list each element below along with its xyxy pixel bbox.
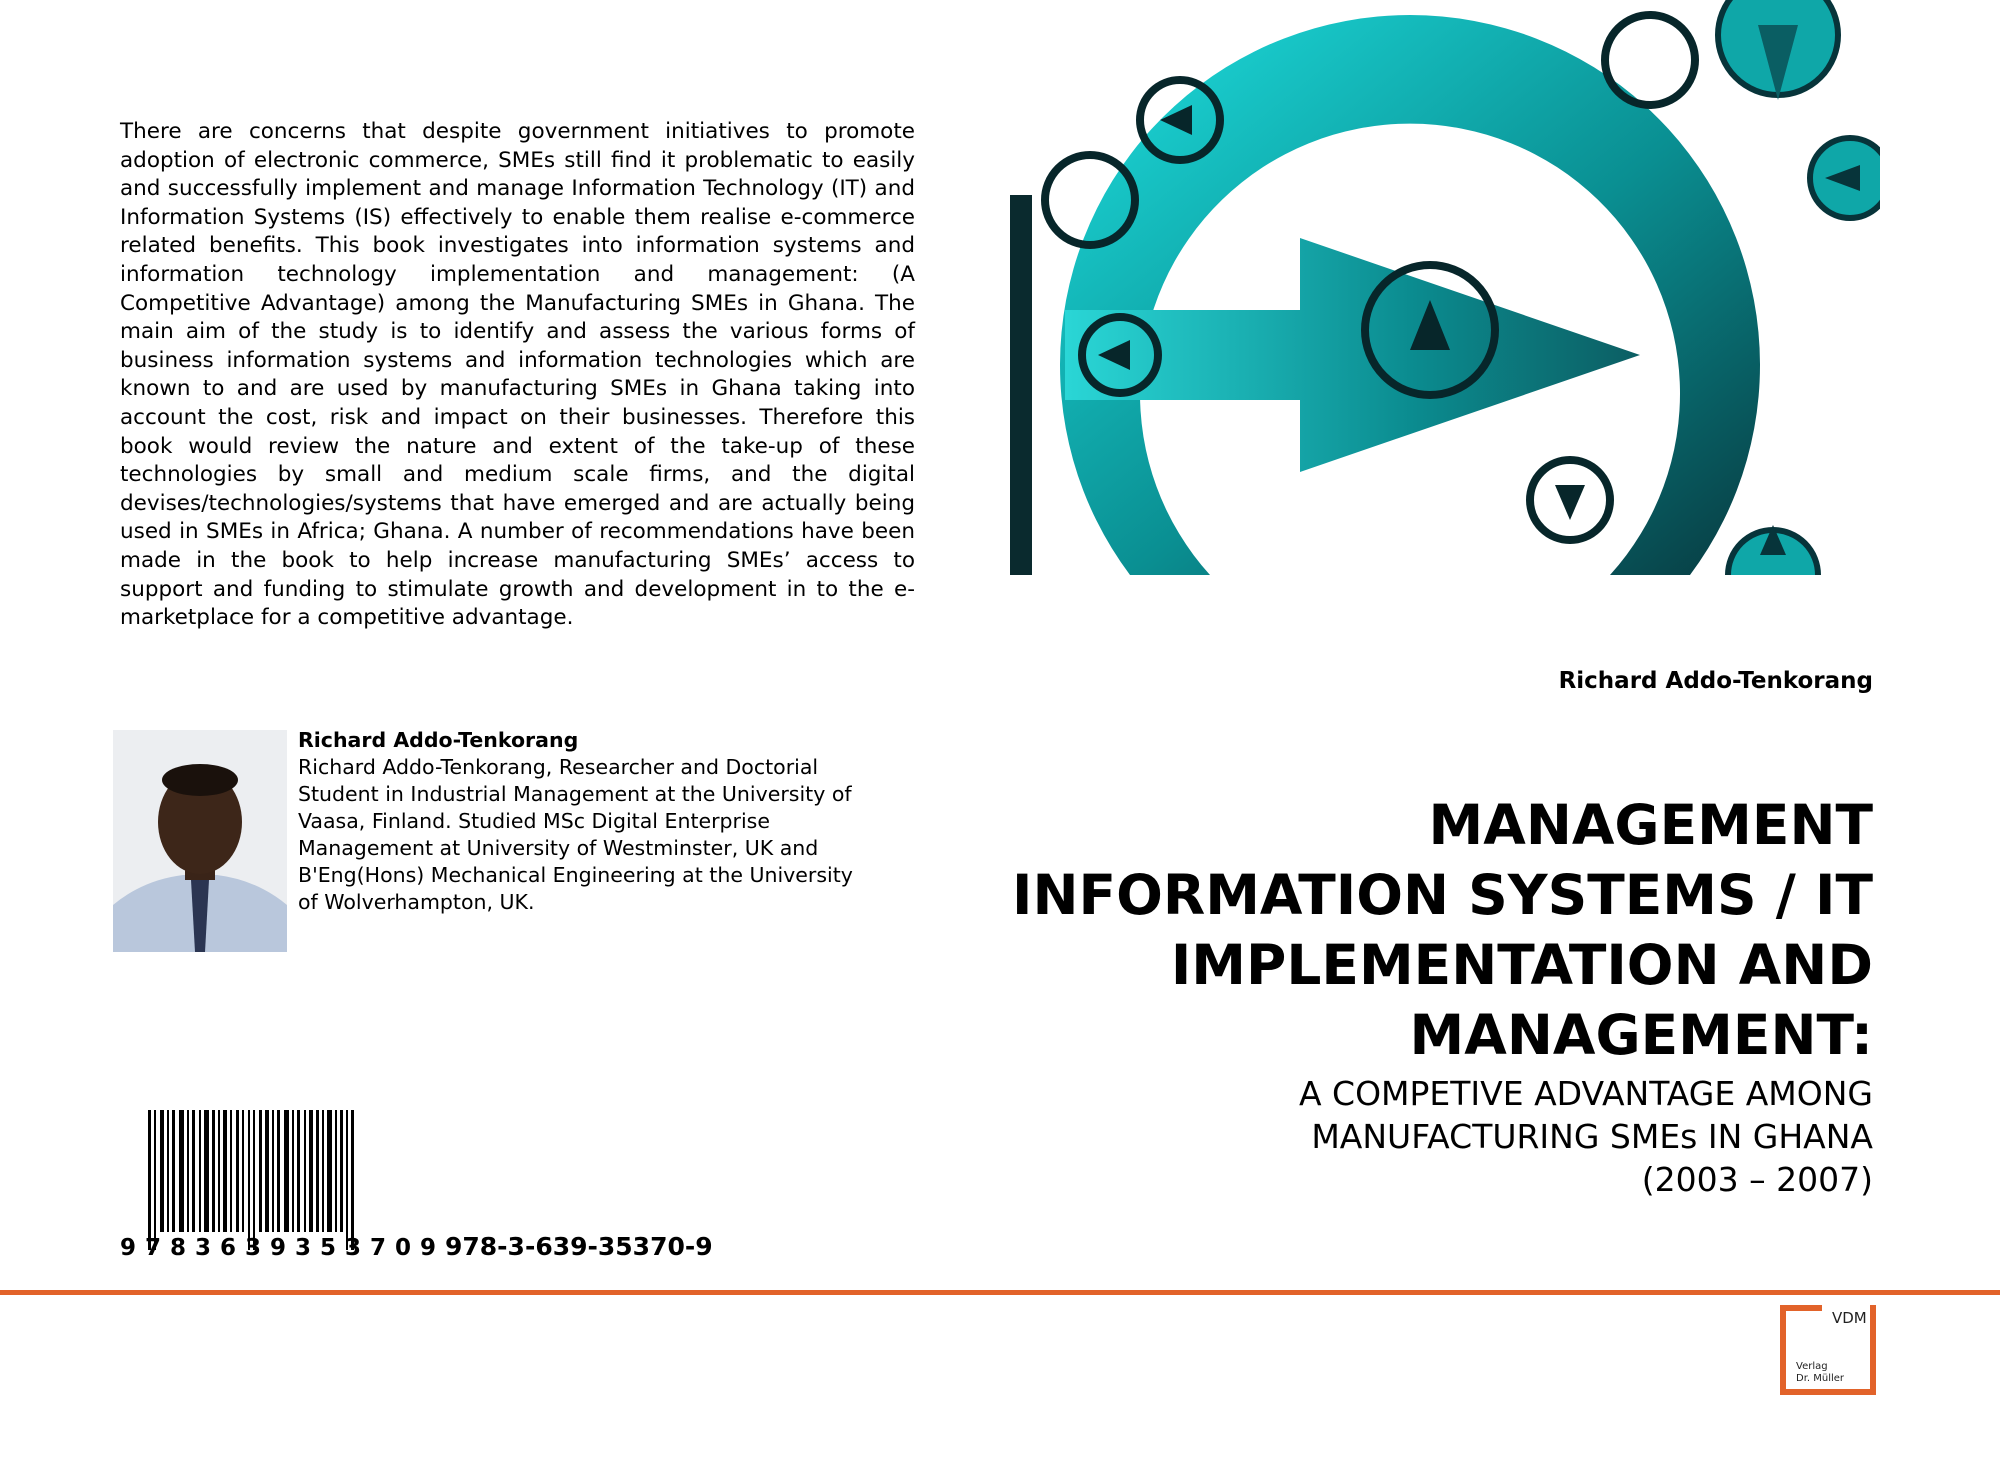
book-blurb: There are concerns that despite government initiatives to promote adoption of electronic commerce, SMEs still find it problematic to easily and successfully implement and manage Information Technology (IT) and Information Systems (IS) effectively to enable them realise e-commerce related benefits. This book investigates into information systems and information technology implementation and management: (A Competitive Advantage) among the Manufacturing SMEs in Ghana. The main aim of the study is to identify and assess the various forms of business information systems and information technologies which are known to and are used by manufacturing SMEs in Ghana taking into account the cost, risk and impact on their businesses. Therefore this book would review the nature and extent of the take-up of these technologies by small and medium scale firms, and the digital devises/technologies/systems that have emerged and are actually being used in SMEs in Africa; Ghana. A number of recommendations have been made in the book to help increase manufacturing SMEs’ access to support and funding to stimulate growth and development in to the e-marketplace for a competitive advantage. — [120, 119, 915, 631]
book-subtitle — [1113, 1072, 1873, 1201]
publisher-logo — [1780, 1305, 1876, 1401]
bio-description: Richard Addo-Tenkorang, Researcher and Doctorial Student in Industrial Management at the University of Vaasa, Finland. Studied MSc Digital Enterprise Management at University of Westminster, UK and B'Eng(Hons) Mechanical Engineering at the University of Wolverhampton, UK. — [298, 755, 853, 914]
bio-author-name: Richard Addo-Tenkorang — [298, 728, 579, 752]
vdm-logo-text: VDM — [1832, 1309, 1867, 1327]
subtitle-line-3: (2003 – 2007) — [1641, 1160, 1873, 1199]
cover-arrow-artwork — [1010, 0, 1880, 575]
author-photo — [113, 730, 287, 952]
book-title: MANAGEMENT INFORMATION SYSTEMS / IT IMPLEMENTATION AND MANAGEMENT: — [1012, 793, 1873, 1067]
vdm-logo-subtext — [1796, 1361, 1844, 1385]
subtitle-line-1: A COMPETIVE ADVANTAGE AMONG — [1298, 1074, 1873, 1113]
vdm-subtext-line-1: Verlag — [1796, 1361, 1828, 1372]
vdm-logo-top-bar — [1780, 1305, 1822, 1311]
author-bio — [298, 727, 858, 916]
barcode-digits: 9783639353709 — [120, 1235, 446, 1261]
subtitle-line-2: MANUFACTURING SMEs IN GHANA — [1311, 1117, 1873, 1156]
isbn-number: 978-3-639-35370-9 — [445, 1232, 713, 1261]
vdm-subtext-line-2: Dr. Müller — [1796, 1373, 1845, 1384]
orange-divider — [0, 1290, 2000, 1295]
cover-author: Richard Addo-Tenkorang — [1558, 668, 1873, 694]
